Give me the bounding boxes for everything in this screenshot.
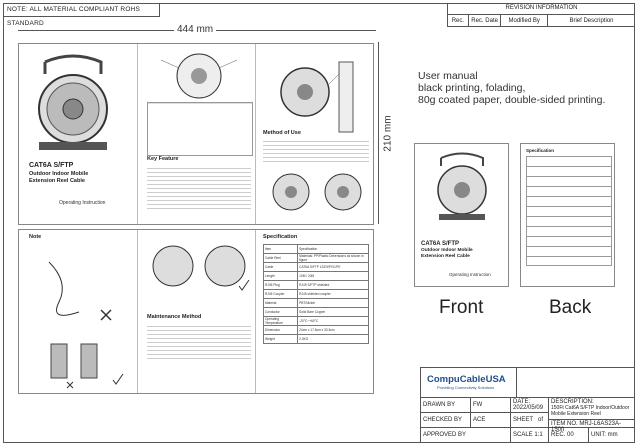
front-reel-image [433, 152, 491, 222]
title-block-blank [517, 368, 635, 398]
spec-value: RJ45 shielded coupler [298, 290, 369, 299]
scale: SCALE 1:1 [511, 428, 549, 443]
spec-table [263, 244, 369, 344]
front-preview [414, 143, 509, 287]
logo-tagline: Providing Connectivity Solutions [437, 385, 495, 390]
spec-item: Operating Temperature [264, 317, 298, 326]
cover-title-2: Outdoor Indoor Mobile [29, 171, 89, 177]
spec-item: Length [264, 272, 298, 281]
checked-by-value: ACE [471, 413, 511, 428]
front-operating: Operating Instruction [449, 272, 491, 277]
spec-item: Cable Reel [264, 254, 298, 263]
spec-item: Material [264, 299, 298, 308]
user-manual-line-2: black printing, folading, [418, 82, 526, 94]
spec-row [264, 326, 369, 335]
front-title-2: Outdoor Indoor Mobile [421, 248, 473, 253]
rec-number: REC. 00 [549, 428, 589, 443]
method-diagram [269, 54, 369, 138]
sheet-of-label: of [538, 417, 544, 423]
sheet-cell [511, 413, 549, 428]
spec-row [264, 245, 369, 254]
maintenance-heading: Maintenance Method [147, 314, 202, 320]
revision-table [447, 3, 635, 27]
back-spec-table [526, 156, 612, 266]
front-title-3: Extension Reel Cable [421, 254, 470, 259]
spec-item: RJ45 Plug [264, 281, 298, 290]
spec-value: 2.0KG [298, 335, 369, 344]
spec-value: 10M / 20M [298, 272, 369, 281]
height-dimension: 210 mm [382, 115, 394, 152]
spec-row [264, 317, 369, 326]
spec-row [264, 254, 369, 263]
rev-col-description: Brief Description [569, 18, 614, 24]
drawn-by-value: FW [471, 398, 511, 413]
spec-item: Item [264, 245, 298, 254]
parts-table [147, 102, 253, 156]
front-label: Front [439, 297, 484, 318]
key-feature-text [147, 165, 251, 209]
brochure-inside [18, 229, 374, 394]
rev-col-rec: Rec. [448, 15, 469, 27]
note-images [29, 252, 129, 390]
maintenance-images [147, 238, 251, 298]
logo-name: CompuCableUSA [427, 374, 506, 385]
back-specification-heading: Specification [526, 148, 555, 153]
description-label: DESCRIPTION: [551, 399, 594, 405]
spec-value: 24cm x 17.5cm x 30.5cm [298, 326, 369, 335]
spec-value: CAT6A S/FTP LSZH/PVC/PE [298, 263, 369, 272]
date-value: 2022/05/09 [513, 405, 544, 411]
date-label: DATE: [513, 399, 531, 405]
cover-operating: Operating Instruction [59, 200, 106, 206]
width-dimension: 444 mm [174, 24, 216, 35]
reel-diagram [159, 50, 239, 102]
checked-by-label: CHECKED BY [421, 413, 471, 428]
rev-col-modified: Modified By [501, 15, 548, 27]
height-dimension-line [378, 42, 379, 224]
note-heading: Note [29, 234, 42, 240]
spec-row [264, 272, 369, 281]
logo [421, 368, 517, 398]
method-text [263, 138, 369, 162]
cover-title-3: Extension Reel Cable [29, 178, 85, 184]
maintenance-text [147, 323, 251, 359]
user-manual-line-1: User manual [418, 70, 478, 82]
spec-row [264, 281, 369, 290]
spec-value: PBT/Nickel [298, 299, 369, 308]
spec-value: Specification [298, 245, 369, 254]
approved-by-label: APPROVED BY [421, 428, 511, 443]
spec-row [264, 299, 369, 308]
description-cell [549, 398, 635, 420]
item-no: ITEM NO. MRJ-L6AS23A-150ft [549, 420, 635, 428]
spec-row [264, 263, 369, 272]
spec-value: Solid Bare Copper [298, 308, 369, 317]
spec-row [264, 335, 369, 344]
spec-row [264, 290, 369, 299]
rohs-note: NOTE: ALL MATERIAL COMPLIANT ROHS STANDARD [3, 3, 160, 17]
drawn-by-label: DRAWN BY [421, 398, 471, 413]
spec-value: Materials: PP/Plastic Dimensions as shown in figure [298, 254, 369, 263]
spec-item: Conductor [264, 308, 298, 317]
title-block [420, 367, 635, 443]
spec-item: RJ45 Coupler [264, 290, 298, 299]
spec-row [264, 308, 369, 317]
key-feature-heading: Key Feature [147, 156, 179, 162]
date-cell [511, 398, 549, 413]
spec-item: Dimension [264, 326, 298, 335]
method-of-use-heading: Method of Use [263, 130, 301, 136]
cover-title-1: CAT6A S/FTP [29, 162, 74, 169]
spec-value: RJ45 S/FTP shielded [298, 281, 369, 290]
user-manual-line-3: 80g coated paper, double-sided printing. [418, 94, 606, 106]
spec-item: Weight [264, 335, 298, 344]
brochure-outside [18, 43, 374, 225]
back-preview [520, 143, 615, 287]
rev-col-date: Rec. Date [469, 15, 502, 27]
reel-image [33, 54, 113, 154]
unit: UNIT: mm [589, 428, 635, 443]
revision-title: REVISION INFORMATION [448, 3, 635, 15]
spec-value: -20°C~+60°C [298, 317, 369, 326]
sheet-label: SHEET [513, 417, 534, 423]
front-title-1: CAT6A S/FTP [421, 241, 460, 247]
specification-heading: Specification [263, 234, 298, 240]
method-steps-image [265, 166, 369, 218]
description-value: 150Ft Cat6A S/FTP Indoor/Outdoor Mobile Extension Reel [551, 405, 630, 417]
spec-item: Cable [264, 263, 298, 272]
back-label: Back [549, 297, 592, 318]
